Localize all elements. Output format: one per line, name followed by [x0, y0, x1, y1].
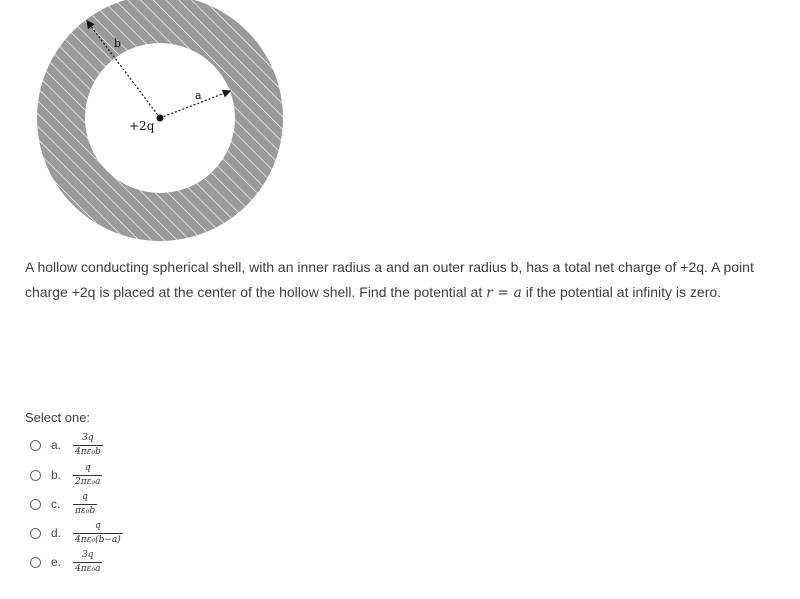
option-d[interactable] — [30, 518, 123, 548]
question-part1: A hollow conducting spherical shell, with an inner radius a and an outer radius b, has a total net charge of +2q. A point charge +2q is placed at the center of the hollow shell. Find the potential at — [25, 259, 754, 300]
radio-button-c[interactable] — [30, 499, 41, 510]
option-e[interactable] — [30, 547, 102, 577]
answer-fraction — [73, 463, 102, 488]
fraction-denominator: 4πε₀(b−a) — [75, 534, 121, 545]
fraction-denominator: πε₀b — [75, 505, 96, 516]
question-part2: if the potential at infinity is zero. — [521, 283, 722, 300]
inner-radius-label: a — [195, 89, 202, 102]
point-charge — [157, 115, 164, 122]
fraction-numerator: 3q — [81, 549, 94, 560]
option-letter: d. — [51, 526, 62, 540]
fraction-denominator: 2πε₀a — [75, 476, 101, 487]
charge-label: +2q — [129, 119, 155, 133]
math-equals: = — [492, 284, 514, 301]
answer-fraction — [73, 433, 103, 458]
radio-button-b[interactable] — [30, 470, 41, 481]
radio-button-e[interactable] — [30, 557, 41, 568]
answer-fraction — [73, 521, 123, 546]
fraction-numerator: q — [95, 520, 101, 531]
answer-fraction — [73, 492, 97, 517]
option-letter: c. — [51, 497, 61, 511]
option-c[interactable] — [30, 489, 97, 519]
fraction-numerator: q — [82, 491, 88, 502]
fraction-denominator: 4πε₀a — [75, 563, 101, 574]
radio-button-a[interactable] — [30, 440, 41, 451]
spherical-shell-diagram — [0, 0, 320, 250]
option-letter: b. — [51, 468, 62, 482]
radio-button-d[interactable] — [30, 528, 41, 539]
fraction-numerator: 3q — [82, 432, 94, 443]
option-letter: e. — [51, 555, 62, 569]
math-r: r — [486, 284, 493, 301]
outer-radius-label: b — [114, 37, 122, 50]
option-b[interactable] — [30, 460, 102, 490]
answer-fraction — [73, 550, 102, 575]
fraction-denominator: 4πε₀b — [75, 446, 101, 457]
option-a[interactable] — [30, 430, 103, 460]
select-one-label: Select one: — [25, 410, 91, 425]
option-letter: a. — [51, 438, 62, 452]
fraction-numerator: q — [84, 462, 91, 473]
math-a: a — [513, 284, 522, 301]
question-text — [25, 255, 785, 305]
